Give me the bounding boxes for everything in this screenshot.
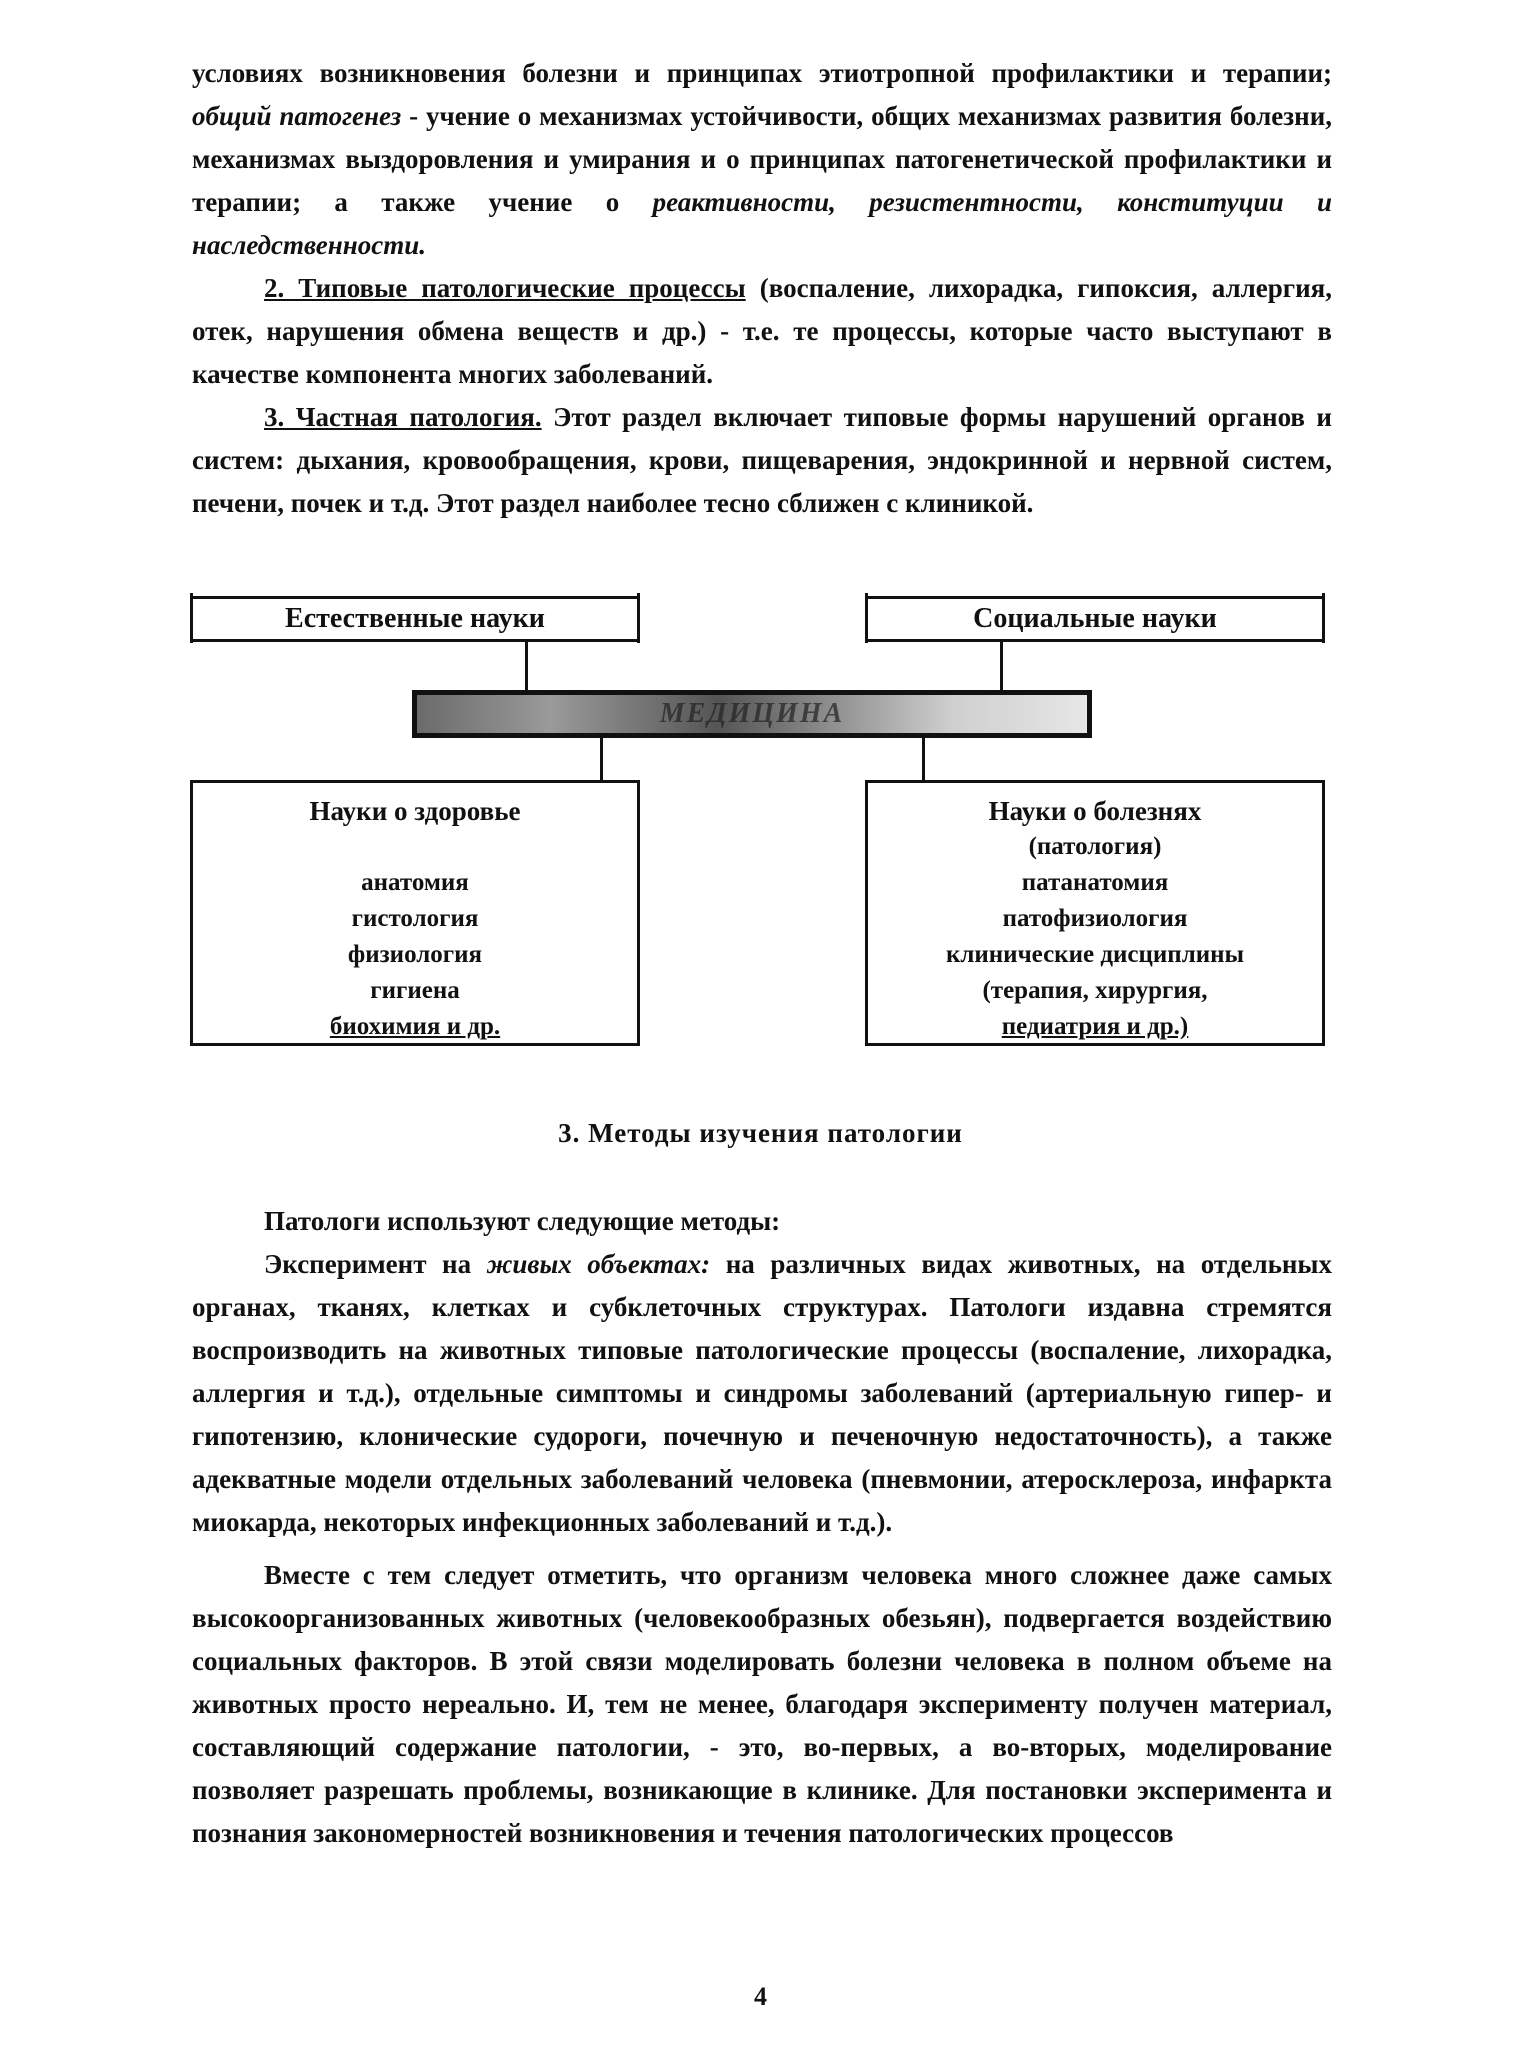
list-item: (терапия, хирургия, — [982, 977, 1208, 1004]
connector-line — [600, 738, 603, 780]
list-item: гигиена — [370, 977, 460, 1004]
list-item: гистология — [351, 905, 479, 932]
list-item: физиология — [347, 941, 483, 968]
health-sciences-box — [190, 780, 640, 1046]
social-sciences-box: Социальные науки — [865, 596, 1325, 642]
disease-sciences-box — [865, 780, 1325, 1046]
text-run: (воспаление, лихорадка, гипоксия, аллергия, отек, нарушения обмена веществ и др.) - т.е. те процессы, которые часто выступают в качестве компонента многих заболеваний. — [192, 273, 1332, 389]
disease-sciences-title: Науки о болезнях — [988, 796, 1202, 826]
top-text-block — [192, 52, 1332, 525]
natural-sciences-box: Естественные науки — [190, 596, 640, 642]
page-number: 4 — [754, 1982, 767, 2011]
section-heading: 3. Методы изучения патологии — [558, 1118, 963, 1148]
italic-terms: реактивности, резистентности, конституции и наследственности. — [192, 187, 1333, 260]
list-item: патанатомия — [1021, 869, 1169, 896]
text-run: условиях возникновения болезни и принципах этиотропной профилактики и терапии; — [192, 58, 1332, 88]
list-item: патофизиология — [1002, 905, 1188, 932]
text-run: - учение о механизмах устойчивости, общих механизмах развития болезни, механизмах выздоровления и умирания и о принципах патогенетической профилактики и терапии; а также учение о — [192, 101, 1332, 217]
connector-line — [525, 642, 528, 690]
list-item: анатомия — [361, 869, 469, 896]
medicine-label: МЕДИЦИНА — [659, 698, 845, 729]
connector-line — [922, 738, 925, 780]
italic-term: живых объектах: — [486, 1249, 711, 1279]
list-item: (патология) — [1028, 833, 1162, 860]
paragraph-pathogenesis — [192, 52, 1332, 267]
list-item: биохимия и др. — [329, 1013, 501, 1040]
health-sciences-title: Науки о здоровье — [309, 796, 521, 826]
bottom-text-block — [192, 1200, 1332, 1855]
paragraph-methods-intro: Патологи используют следующие методы: — [264, 1206, 781, 1236]
sciences-diagram — [190, 596, 1335, 1066]
paragraph-experiment — [192, 1243, 1332, 1544]
paragraph-typical-processes — [192, 267, 1332, 396]
connector-line — [1000, 642, 1003, 690]
paragraph-limitations: Вместе с тем следует отметить, что организм человека много сложнее даже самых высокоорганизованных животных (человекообразных обезьян), подвергается воздействию социальных факторов. В этой связи моделировать болезни человека в полном объеме на животных просто нереально. И, тем не менее, благодаря эксперименту получен материал, составляющий содержание патологии, - это, во-первых, а во-вторых, моделирование позволяет разрешать проблемы, возникающие в клинике. Для постановки эксперимента и познания закономерностей возникновения и течения патологических процессов — [192, 1560, 1332, 1848]
underlined-heading: 3. Частная патология. — [264, 402, 542, 432]
underlined-heading: 2. Типовые патологические процессы — [264, 273, 746, 303]
text-run: на различных видах животных, на отдельных органах, тканях, клетках и субклеточных структурах. Патологи издавна стремятся воспроизводить на животных типовые патологические процессы (воспаление, лихорадка, аллергия и т.д.), отдельные симптомы и синдромы заболеваний (артериальную гипер- и гипотензию, клонические судороги, почечную и печеночную недостаточность), а также адекватные модели отдельных заболеваний человека (пневмонии, атеросклероза, инфаркта миокарда, некоторых инфекционных заболеваний и т.д.). — [192, 1249, 1333, 1537]
italic-term: общий патогенез — [192, 101, 402, 131]
medicine-bar — [412, 690, 1092, 738]
paragraph-special-pathology — [192, 396, 1332, 525]
list-item: педиатрия и др.) — [1001, 1013, 1189, 1040]
text-run: Этот раздел включает типовые формы нарушений органов и систем: дыхания, кровообращения, крови, пищеварения, эндокринной и нервной систем, печени, почек и т.д. Этот раздел наиболее тесно сближен с клиникой. — [192, 402, 1332, 518]
text-run: Эксперимент на — [264, 1249, 487, 1279]
list-item: клинические дисциплины — [945, 941, 1245, 968]
